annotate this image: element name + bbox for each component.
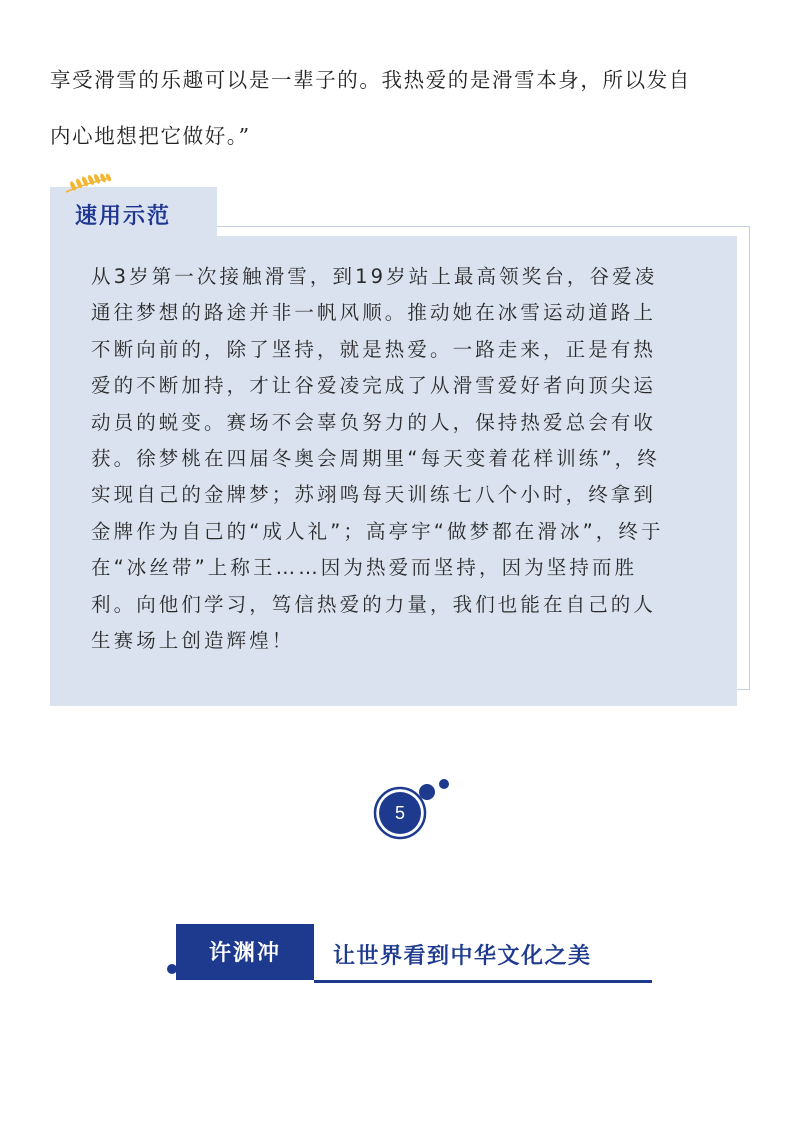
callout-line: 利。向他们学习，笃信热爱的力量，我们也能在自己的人 (91, 592, 657, 616)
intro-paragraph (50, 52, 750, 164)
section-title: 让世界看到中华文化之美 (333, 944, 592, 969)
callout-line: 获。徐梦桃在四届冬奥会周期里“每天变着花样训练”，终 (91, 447, 660, 471)
callout-body (91, 259, 731, 659)
callout-line: 实现自己的金牌梦；苏翊鸣每天训练七八个小时，终拿到 (91, 483, 657, 507)
callout-line: 从3岁第一次接触滑雪，到19岁站上最高领奖台，谷爱凌 (91, 265, 658, 288)
section-name: 许渊冲 (208, 941, 281, 966)
number-badge-label: 5 (394, 802, 405, 823)
intro-line: 内心地想把它做好。” (50, 124, 251, 148)
callout-line: 动员的蜕变。赛场不会辜负努力的人，保持热爱总会有收 (91, 410, 657, 434)
intro-line: 享受滑雪的乐趣可以是一辈子的。我热爱的是滑雪本身，所以发自 (50, 68, 691, 92)
callout-line: 生赛场上创造辉煌！ (91, 629, 295, 653)
callout-line: 金牌作为自己的“成人礼”；高亭宇“做梦都在滑冰”，终于 (91, 519, 664, 543)
callout-line: 通往梦想的路途并非一帆风顺。推动她在冰雪运动道路上 (91, 301, 657, 325)
callout-line: 不断向前的，除了坚持，就是热爱。一路走来，正是有热 (91, 337, 657, 361)
callout-title: 速用示范 (75, 204, 172, 229)
callout-line: 在“冰丝带”上称王……因为热爱而坚持，因为坚持而胜 (91, 556, 638, 580)
wheat-icon (64, 172, 114, 194)
section-underline (314, 980, 652, 983)
callout-line: 爱的不断加持，才让谷爱凌完成了从滑雪爱好者向顶尖运 (91, 374, 657, 398)
